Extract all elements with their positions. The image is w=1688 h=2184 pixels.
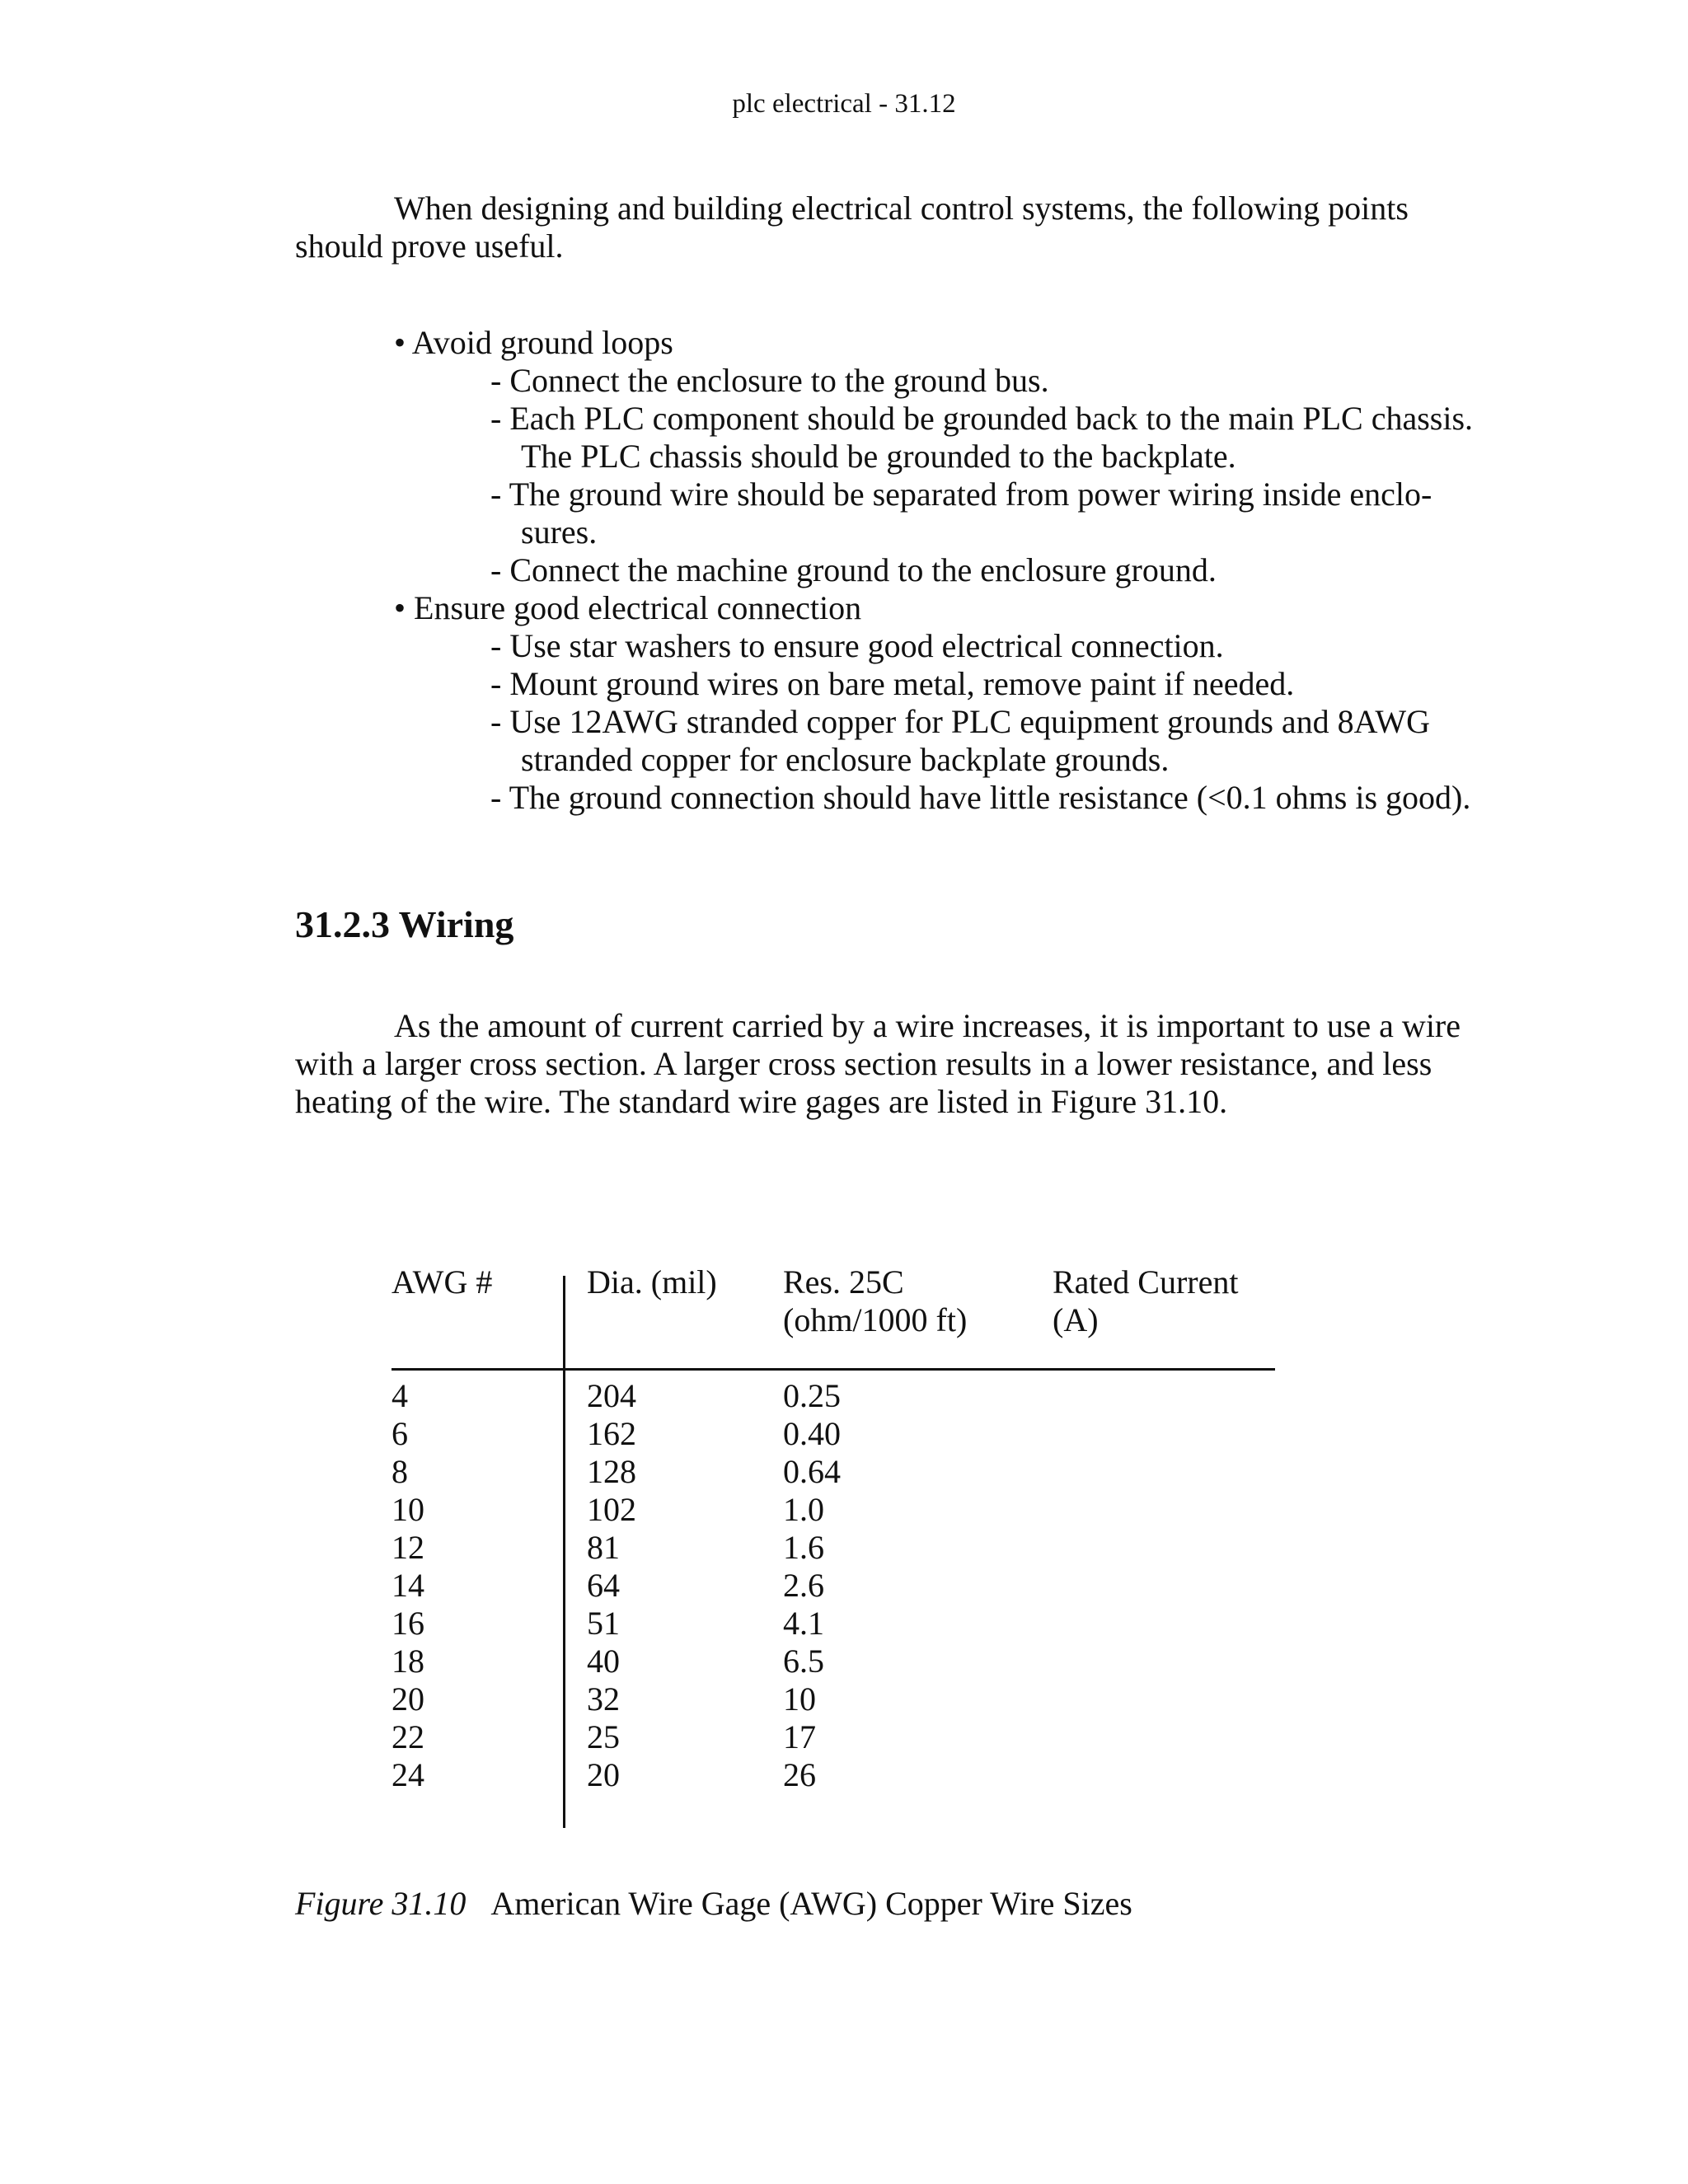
figure-label: Figure 31.10 [295,1885,467,1922]
header-resistance: Res. 25C [783,1263,904,1301]
cell-awg: 24 [392,1756,424,1793]
wiring-line-3: heating of the wire. The standard wire gages are listed in Figure 31.10. [295,1083,1228,1120]
list-item-resistance: - The ground connection should have little resistance (<0.1 ohms is good). [490,779,1471,816]
header-awg: AWG # [392,1263,493,1301]
running-head: plc electrical - 31.12 [732,89,956,119]
cell-awg: 6 [392,1415,408,1452]
figure-title: American Wire Gage (AWG) Copper Wire Sizes [490,1885,1132,1922]
cell-diameter: 25 [587,1718,620,1755]
header-diameter: Dia. (mil) [587,1263,717,1301]
figure-caption [295,1884,1132,1923]
list-item-plc-component-ground-cont: The PLC chassis should be grounded to the backplate. [521,438,1236,475]
cell-resistance: 26 [783,1756,816,1793]
cell-resistance: 10 [783,1680,816,1718]
cell-awg: 22 [392,1718,424,1755]
intro-line-1: When designing and building electrical control systems, the following points [394,190,1409,227]
wiring-line-1: As the amount of current carried by a wire increases, it is important to use a wire [394,1007,1461,1044]
intro-line-2: should prove useful. [295,227,564,265]
cell-awg: 18 [392,1643,424,1680]
cell-diameter: 20 [587,1756,620,1793]
header-rated-current-unit: (A) [1053,1301,1099,1338]
list-item-plc-component-ground: - Each PLC component should be grounded back to the main PLC chassis. [490,400,1474,437]
cell-resistance: 6.5 [783,1643,824,1680]
cell-awg: 8 [392,1453,408,1490]
table-column-divider [563,1276,565,1828]
cell-awg: 14 [392,1567,424,1604]
cell-resistance: 0.40 [783,1415,841,1452]
cell-awg: 16 [392,1605,424,1642]
cell-diameter: 51 [587,1605,620,1642]
list-item-awg-copper-cont: stranded copper for enclosure backplate grounds. [521,741,1170,778]
cell-diameter: 64 [587,1567,620,1604]
list-item-connect-enclosure: - Connect the enclosure to the ground bus. [490,362,1049,399]
cell-diameter: 204 [587,1377,636,1414]
list-item-bare-metal: - Mount ground wires on bare metal, remove paint if needed. [490,665,1295,702]
cell-diameter: 40 [587,1643,620,1680]
table-header-rule [392,1368,1275,1371]
cell-resistance: 1.6 [783,1529,824,1566]
cell-diameter: 128 [587,1453,636,1490]
cell-diameter: 32 [587,1680,620,1718]
cell-resistance: 0.25 [783,1377,841,1414]
wiring-line-2: with a larger cross section. A larger cross section results in a lower resistance, and less [295,1045,1432,1082]
bullet-avoid-ground-loops: • Avoid ground loops [394,324,673,361]
list-item-star-washers: - Use star washers to ensure good electrical connection. [490,627,1224,664]
cell-diameter: 81 [587,1529,620,1566]
list-item-awg-copper: - Use 12AWG stranded copper for PLC equipment grounds and 8AWG [490,703,1430,740]
cell-awg: 4 [392,1377,408,1414]
cell-resistance: 2.6 [783,1567,824,1604]
cell-resistance: 0.64 [783,1453,841,1490]
wiring-paragraph [295,1007,1482,1121]
list-item-machine-ground: - Connect the machine ground to the enclosure ground. [490,551,1217,588]
list-item-ground-wire-separation: - The ground wire should be separated from power wiring inside enclo- [490,476,1432,513]
header-resistance-unit: (ohm/1000 ft) [783,1301,968,1338]
cell-awg: 20 [392,1680,424,1718]
cell-resistance: 4.1 [783,1605,824,1642]
cell-awg: 12 [392,1529,424,1566]
list-item-ground-wire-separation-cont: sures. [521,513,598,551]
cell-diameter: 102 [587,1491,636,1528]
cell-awg: 10 [392,1491,424,1528]
bullet-good-connection: • Ensure good electrical connection [394,589,862,626]
intro-paragraph [295,190,1482,265]
header-rated-current: Rated Current [1053,1263,1239,1301]
cell-diameter: 162 [587,1415,636,1452]
section-heading: 31.2.3 Wiring [295,903,514,945]
cell-resistance: 1.0 [783,1491,824,1528]
cell-resistance: 17 [783,1718,816,1755]
